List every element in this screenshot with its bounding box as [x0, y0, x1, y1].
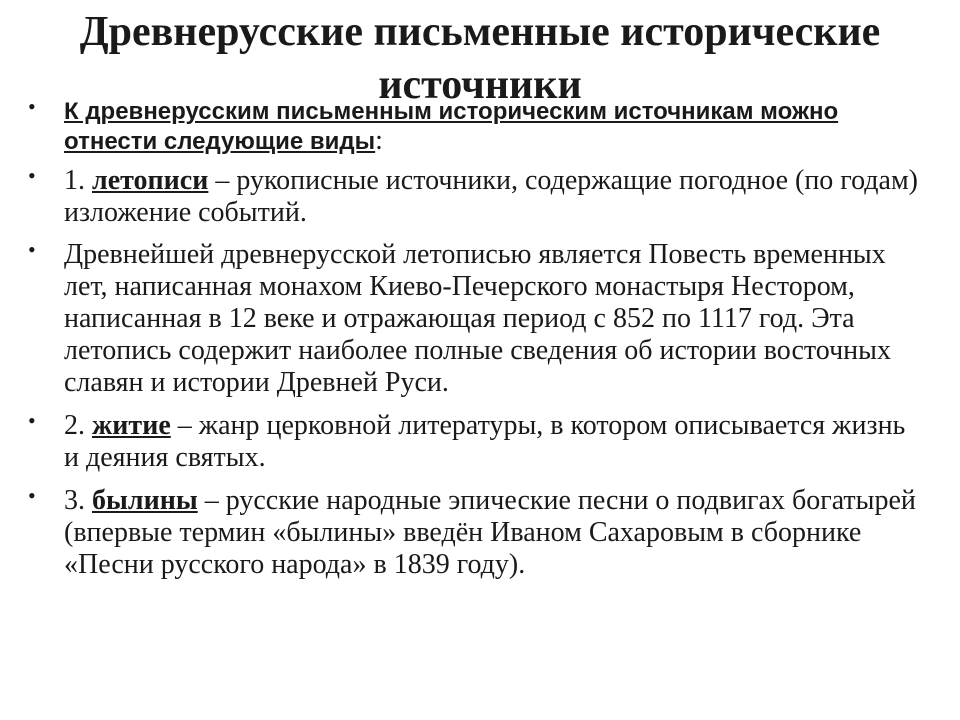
- bullet-number: 1.: [64, 165, 92, 196]
- term-hagiography: житие: [92, 410, 171, 441]
- bullet-dot-icon: •: [28, 163, 36, 188]
- bullet-hagiography: [0, 410, 960, 474]
- bullet-dot-icon: •: [28, 483, 36, 508]
- bullet-text: – рукописные источники, содержащие погодное (по годам) изложение событий.: [64, 165, 918, 228]
- term-chronicles: летописи: [92, 165, 209, 196]
- intro-text: К древнерусским письменным историческим источникам можно отнести следующие виды: [64, 98, 839, 155]
- bullet-dot-icon: •: [28, 94, 36, 119]
- bullet-text: – русские народные эпические песни о подвигах богатырей (впервые термин «былины» введён Иваном Сахаровым в сборнике «Песни русского народа» в 1839 году).: [64, 485, 916, 580]
- bullet-tale-of-bygone-years: [0, 239, 960, 399]
- bullet-dot-icon: •: [28, 237, 36, 262]
- bullet-intro: [0, 96, 960, 156]
- bullet-number: 3.: [64, 485, 92, 516]
- bullet-text: – жанр церковной литературы, в котором описывается жизнь и деяния святых.: [64, 410, 906, 473]
- bullet-bylinas: [0, 485, 960, 581]
- bullet-text: Древнейшей древнерусской летописью является Повесть временных лет, написанная монахом Киево-Печерского монастыря Нестором, написанная в 12 веке и отражающая период с 852 по 1117 год. Эта летопись содержит наиболее полные сведения об истории восточных славян и истории Древней Руси.: [64, 239, 891, 398]
- bullet-list: [0, 96, 960, 581]
- bullet-chronicles: [0, 165, 960, 229]
- intro-colon: :: [375, 125, 383, 156]
- bullet-dot-icon: •: [28, 408, 36, 433]
- bullet-number: 2.: [64, 410, 92, 441]
- term-bylinas: былины: [92, 485, 198, 516]
- slide-title: Древнерусские письменные исторические источники: [79, 9, 881, 108]
